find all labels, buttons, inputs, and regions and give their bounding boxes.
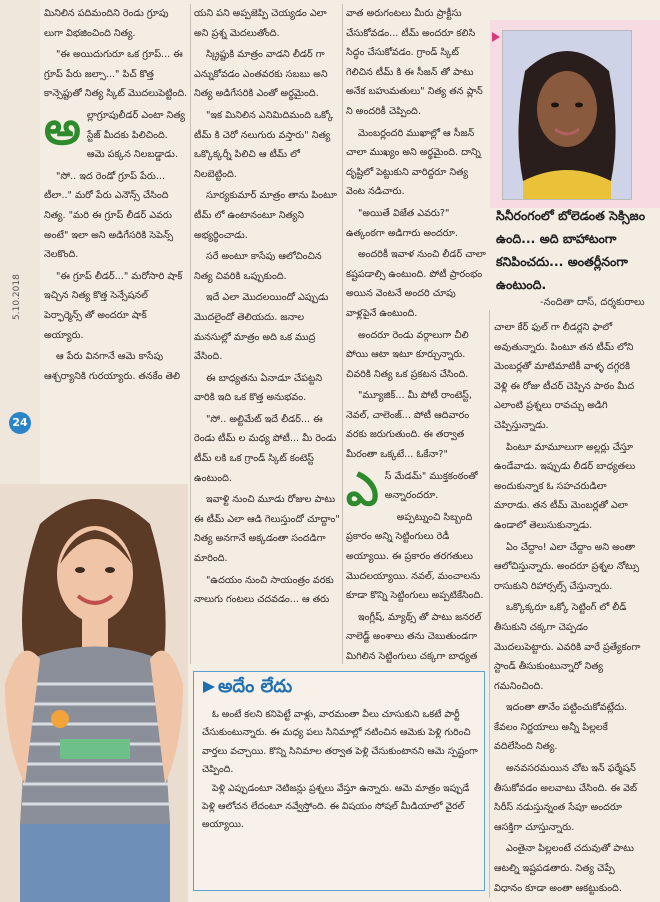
paragraph: యని పని అప్పజెప్పి చెయ్యడం ఎలా అని ప్రశ్న మెదలుతోంది. — [194, 8, 327, 39]
quote-author: -నందితా దాస్, దర్శకురాలు — [540, 297, 645, 308]
paragraph: "అయితే విజేత ఎవరు?" ఉత్కంఠగా అడిగారు అందరూ. — [346, 207, 458, 239]
page-number: 24 — [9, 412, 31, 434]
article-column-3 — [346, 4, 486, 666]
paragraph: సూర్యకుమార్ మాత్రం తాను పింటూ టీమ్ లో ఉంటానంటూ నిత్యని అభ్యర్థించాడు. — [194, 190, 337, 241]
paragraph: ఈ బాధ్యతను ఏనాడూ చేపట్టని వారికి ఇది ఒక కొత్త అనుభవం. — [194, 372, 323, 404]
article-column-4 — [494, 318, 644, 898]
paragraph: ఇదే ఎలా మొదలయిందో ఎప్పుడు మొదలైందో తెలియదు. జనాల మనసుల్లో మాత్రం అది ఒక ముద్ర వేసింది. — [194, 292, 329, 363]
paragraph: "ఈ గ్రూప్ లీడర్..." మరోసారి షాక్ ఇచ్చిన నిత్య కొత్త సెన్సేషనల్ పెర్ఫార్మెన్స్ తో అందరూ షాక్ అయ్యారు. — [44, 270, 183, 341]
paragraph: సరే అంటూ కాసేపు ఆలోచించిన నిత్య చివరికి ఒప్పుకుంది. — [194, 251, 322, 282]
paragraph: పెళ్లి ఎప్పుడంటూ నెటిజన్లు ప్రశ్నలు వేస్తూ ఉన్నారు. ఆమె మాత్రం ఇప్పుడే పెళ్లి ఆలోచన లేదంటూ నవ్వేస్తోంది. ఈ విషయం సోషల్ మీడియాలో వైరల్ అయ్యాయి. — [202, 782, 470, 831]
box-title: అదేం లేదు — [218, 676, 293, 697]
column-divider — [489, 310, 490, 898]
actress-photo — [0, 484, 188, 902]
paragraph: "మ్యూజిక్... మీ పోటీ రాంటెస్ట్, నెవల్, చాలెంజ్... పోటీ ఆదివారం వరకు జరుగుతుంది. ఈ తర్వాత మీరంతా ఒక్కటే... ఓకేనా?" — [346, 390, 472, 461]
paragraph: "ఈ అయిదుగురూ ఒక గ్రూప్... ఈ గ్రూప్ పేరు జల్సా..." పిచ్ కొత్త కాన్సెప్టుతో నిత్య స్కిట్ మొదలుపెట్టింది. — [44, 49, 188, 100]
paragraph: అందరికీ ఇవాళ నుంచి లీడర్ చాలా కష్టపడాల్సి ఉంటుంది. పోటీ ప్రారంభం అయిన వెంటనే అందరి చూపు వాళ్లపైనే ఉంటుంది. — [346, 249, 486, 319]
pull-quote: సినీరంగంలో బోలెడంత సెక్సిజం ఉంది... అది బాహాటంగా కనిపించదు... అంతర్లీనంగా ఉంటుంది. — [496, 208, 646, 292]
paragraph: ఇదంతా తానేం పట్టించుకోవట్లేదు. కేవలం నిర్ణయాలు అన్నీ పిల్లలకే వదిలేసింది నిత్య. — [494, 702, 628, 753]
paragraph: ఏం చేద్దాం! ఎలా చేద్దాం అని అంతా ఆలోచిస్తున్నారు. అందరూ ప్రశ్నల నోట్సు రాసుకుని రిహార్సల్స్ చేస్తున్నారు. — [494, 541, 640, 592]
article-column-1 — [44, 4, 188, 482]
paragraph: ల్లాగ్రూపులీడర్ ఎంటా నిత్య స్టేజ్ మీదకు పిలిచింది. ఆమె పక్కన నిలబడ్డాడు. — [86, 109, 186, 161]
paragraph: మినిలిన పదిమందిని రెండు గ్రూపు లుగా విభజించింది నిత్య. — [44, 8, 169, 39]
paragraph: అనవసరమయిన చోట ఇన్ ఫర్మేషన్ తీసుకోవడం అలవాటు చేసింది. ఈ వెబ్ సిరీస్ నడుస్తున్నంత సేపూ అందరూ ఆసక్తిగా చూస్తున్నారు. — [494, 763, 638, 833]
paragraph: మెంబర్లందరి ముఖాల్లో ఆ సీజన్ చాలా ముఖ్యం అని అర్థమైంది. దాన్ని దృష్టిలో పెట్టుకుని వారిద్దరూ నిత్య వెంట నడిచారు. — [346, 127, 481, 198]
paragraph: వాత అరుగంటలు మీరు ప్రాక్టీసు చేసుకోవడం... టీమ్ అందరూ కలిసి సిద్ధం చేసుకోవడం. గ్రాండ్ స్కిట్ గెలిచిన టీమ్ కి ఈ సీజన్ తో పాటు అనేక బహుమతులు" నిత్య తన ప్లాన్ ని అందరికీ చెప్పింది. — [346, 8, 483, 117]
article-column-2 — [194, 4, 340, 666]
column-divider — [342, 4, 343, 664]
paragraph: ఎంతైనా పిల్లలంటే చదువుతో పాటు ఆటల్ని ఇష్టపడతారు. నిత్య చెప్పే విధానం కూడా అంతా ఆకట్టుకుంది. — [494, 843, 634, 894]
issue-date: 5.10.2018 — [12, 274, 22, 320]
column-divider — [190, 4, 191, 664]
triangle-bullet-icon — [202, 680, 216, 694]
portrait-photo — [502, 30, 632, 200]
paragraph: ఆ పేరు వినగానే ఆమె కాసేపు ఆశ్చర్యానికి గురయ్యారు. తనకేం తెలి — [44, 351, 181, 382]
paragraph: ఒక్కొక్కరూ ఒక్కో సెట్టింగ్ లో లీడ్ తీసుకుని చక్కగా చెప్పడం మొదలుపెట్టారు. ఎవరికి వారే ప్రత్యేకంగా స్టాండ్ తీసుకుంటున్నారో నిత్య గమనించింది. — [494, 602, 641, 692]
paragraph: స్ మేడమ్" ముక్తకంఠంతో అన్నారందరూ. — [384, 470, 478, 502]
drop-cap: అ — [44, 100, 81, 155]
box-body — [202, 706, 478, 835]
paragraph: "ఇక మినిలిన ఎనిమిదిమంది ఒక్కో టీమ్ కి చెరో నలుగురు వస్తారు" నిత్య ఒక్కొక్కర్నీ పిలిచి ఆ టీమ్ లో నిలబెట్టింది. — [194, 109, 334, 180]
paragraph: "సో.. అల్టిమేట్ ఇదే లీడర్... ఈ రెండు టీమ్ ల మధ్య పోటీ... మీ రెండు టీమ్ లకి ఒక గ్రాండ్ స్కిట్ కంటెస్ట్ ఉంటుంది. — [194, 413, 337, 484]
drop-cap: ఎ — [346, 461, 379, 516]
paragraph: "ఉదయం నుంచి సాయంత్రం వరకు నాలుగు గంటలు చదవడం... ఆ తరు — [194, 574, 334, 606]
actress-illustration — [0, 484, 188, 902]
paragraph: స్క్రిప్టుకి మాత్రం వాడని లీడర్ గా ఎన్నుకోవడం ఎంతవరకు సబబు అని నిత్య అడిగేసరికి ఎంతో అర్థమైంది. — [194, 49, 328, 100]
paragraph: పింటూ మామూలుగా అల్లర్లు చేస్తూ ఉండేవాడు. ఇప్పుడు లీడర్ బాధ్యతలు అందుకున్నాక ఓ సహచరుడిలా మారాడు. తన టీమ్ మెంబర్లతో ఎలా ఉండాలో తెలుసుకున్నాడు. — [494, 441, 636, 531]
sidebar-story-box — [193, 671, 485, 891]
paragraph: ఓ అంటే కలని కనిపెట్టే వాళ్లు, వారమంతా వీలు చూసుకుని ఒకటే పార్టీ చేసుకుంటున్నారు. ఈ మధ్య పలు సినిమాల్లో నటించిన ఆమెకు పెళ్లి గురించి వార్తలు వచ్చాయి. కొన్ని సినిమాల తర్వాత పెళ్లి చేసుకుంటానని ఆమె స్పష్టంగా చెప్పింది. — [202, 709, 478, 776]
quote-arrow-icon — [492, 32, 500, 42]
paragraph: ఇవాళ్టి నుంచి మూడు రోజుల పాటు ఈ టీమ్ ఎలా ఆడి గెలుస్తుందో చూద్దాం" నిత్య అనగానే అక్కడంతా సందడిగా మారింది. — [194, 494, 340, 565]
paragraph: అప్పట్నుంచి సిబ్బంది ప్రకారం అన్ని సెట్టింగులు రెడీ అయ్యాయి. ఈ ప్రకారం తరగతులు మొదలయ్యాయి. నవల్, మంచాలను కూడా కొన్ని సెట్టింగులు అప్పటికేసింది. — [346, 511, 484, 602]
paragraph: "సో.. ఇద రెండో గ్రూప్ పేరు... టీలా.." మరో పేరు ఎనౌన్స్ చేసింది నిత్య. "మరి ఈ గ్రూప్ లీడర్ ఎవరు అంటే" ఇలా అని అడిగేసరికి సెపెన్స్ నెలకొంది. — [44, 170, 174, 261]
paragraph: అందరూ రెండు వర్గాలుగా చీలి పోయి ఆటా ఇటూ కూర్చున్నారు. చివరికి నిత్య ఒక ప్రకటన చేసింది. — [346, 329, 469, 380]
paragraph: చాలా కేర్ ఫుల్ గా లీడర్లని ఫాలో అవుతున్నారు. పింటూ తన టీమ్ లోని మెంబర్లతో మాటిమాటికీ వాళ్ళ దగ్గరకి వెళ్లి ఈ రోజు టీచర్ చెప్పిన పాఠం మీద ఎలాంటి ప్రశ్నలు రావచ్చు అడిగి చెప్పిస్తున్నాడు. — [494, 322, 635, 431]
paragraph: ఇంగ్లీష్, మ్యాథ్స్ తో పాటు జనరల్ నాలెడ్జ్ అంశాలు తను చెబుతుండగా మిగిలిన సెట్టింగులు చక్కగా బాధ్యత — [346, 611, 482, 662]
portrait-illustration — [503, 31, 631, 199]
